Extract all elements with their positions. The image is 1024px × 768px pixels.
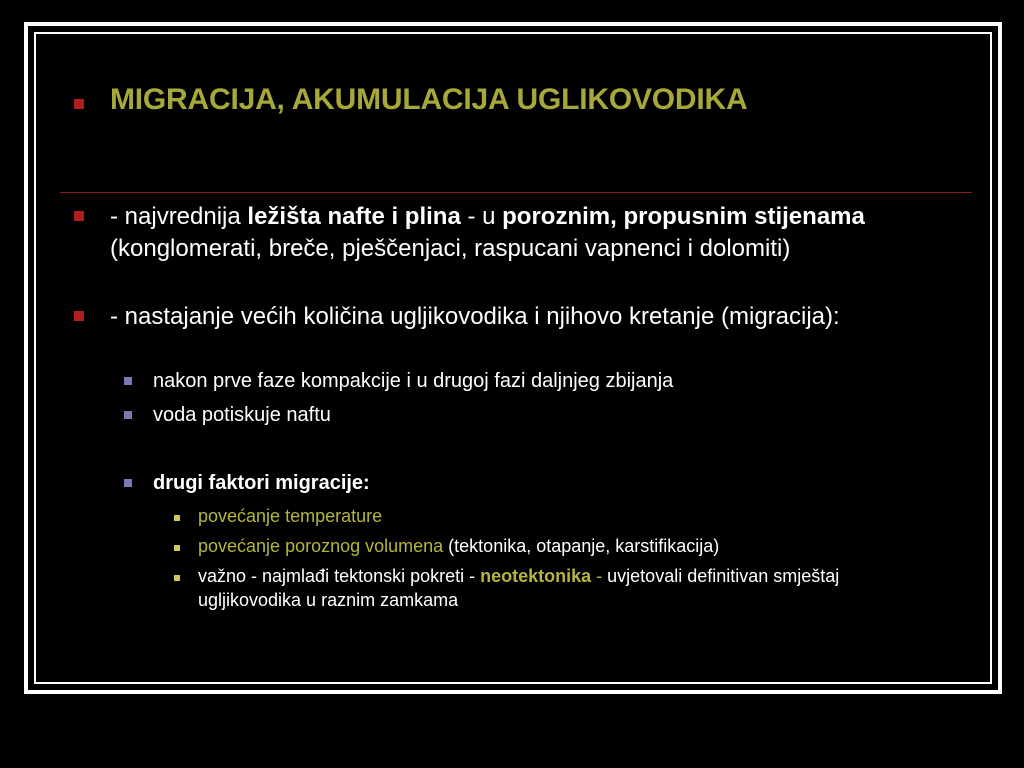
sub-bullet-2-marker <box>124 411 132 419</box>
factor-1-marker <box>174 515 180 521</box>
bullet-2: - nastajanje većih količina ugljikovodika i njihovo kretanje (migracija): <box>110 303 840 330</box>
bullet-1-text-c: (konglomerati, breče, pješčenjaci, raspucani vapnenci i dolomiti) <box>110 235 791 262</box>
factor-2 <box>198 534 938 558</box>
factor-2-marker <box>174 545 180 551</box>
bullet-1-bold-b: poroznim, propusnim stijenama <box>502 203 865 230</box>
factor-3 <box>198 564 938 612</box>
factor-3-dash: - <box>591 566 608 586</box>
sub-bullet-2: voda potiskuje naftu <box>153 404 331 426</box>
bullet-1-bold-a: ležišta nafte i plina <box>247 203 461 230</box>
factor-3-bold: neotektonika <box>480 566 592 586</box>
title-bullet <box>74 99 84 109</box>
sub-bullet-1: nakon prve faze kompakcije i u drugoj fazi daljnjeg zbijanja <box>153 370 674 392</box>
factors-heading-text: drugi faktori migracije: <box>153 472 370 494</box>
factor-1 <box>198 504 938 528</box>
bullet-1-text-b: - u <box>460 203 503 230</box>
factor-1-text: povećanje temperature <box>198 506 383 526</box>
factor-2-rest: (tektonika, otapanje, karstifikacija) <box>443 536 720 556</box>
bullet-2-marker <box>74 311 84 321</box>
sub-bullet-3-marker <box>124 479 132 487</box>
sub-bullet-1-marker <box>124 377 132 385</box>
factors-heading <box>153 470 943 496</box>
slide-title: MIGRACIJA, AKUMULACIJA UGLIKOVODIKA <box>110 83 748 116</box>
bullet-1 <box>110 201 950 265</box>
factor-3-marker <box>174 575 180 581</box>
title-divider <box>60 192 972 193</box>
bullet-1-marker <box>74 211 84 221</box>
bullet-1-text-a: - najvrednija <box>110 203 248 230</box>
factor-3-text-b: uvjetovali definitivan smještaj ugljikovodika u raznim zamkama <box>198 566 840 610</box>
factor-2-highlight: povećanje poroznog volumena <box>198 536 444 556</box>
factor-3-text-a: važno - najmlađi tektonski pokreti - <box>198 566 481 586</box>
